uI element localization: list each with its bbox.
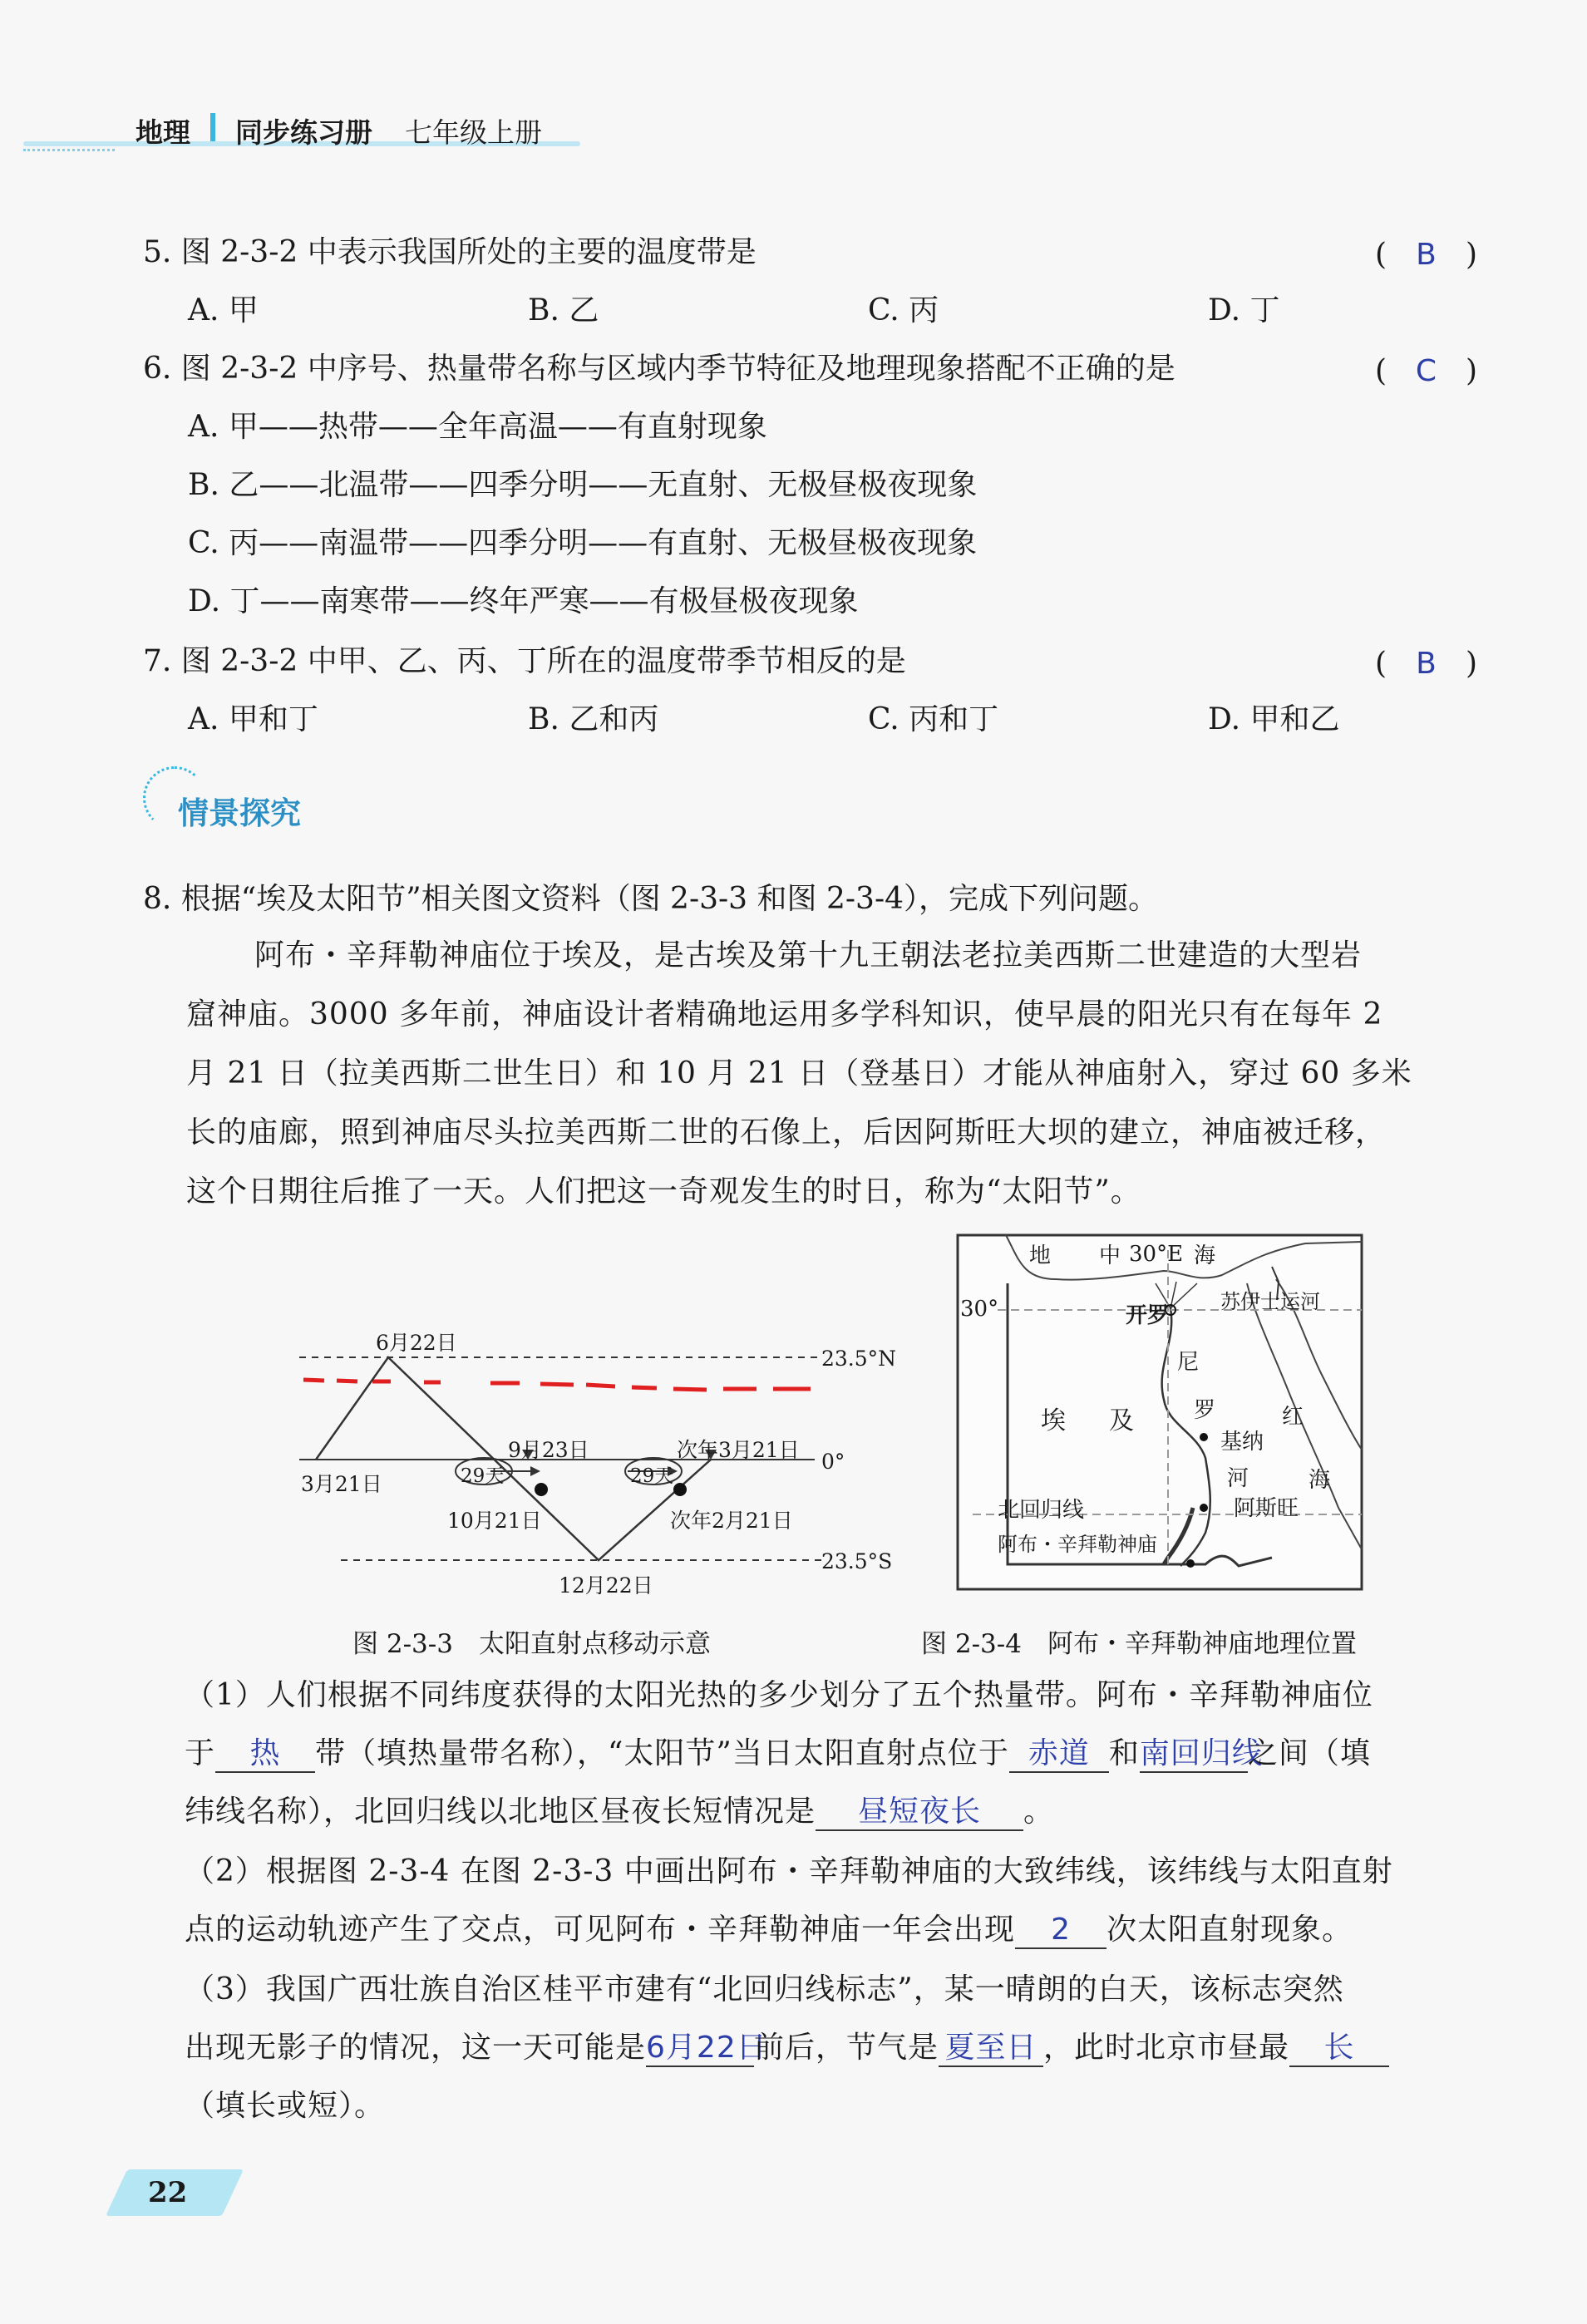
sub1-text: 和	[1108, 1736, 1140, 1770]
label-mar21: 3月21日	[301, 1472, 382, 1496]
q5-option-a: A. 甲	[188, 293, 259, 327]
sub1-text: 纬线名称），北回归线以北地区昼夜长短情况是	[185, 1795, 816, 1829]
q6-answer: C	[1415, 354, 1437, 388]
map-label-sea-2: 中	[1099, 1243, 1121, 1268]
point-feb21	[673, 1483, 687, 1496]
map-label-cairo: 开罗	[1126, 1303, 1170, 1328]
header-subject: 地理	[136, 116, 190, 149]
q8-passage-line: 长的庙廊，照到神庙尽头拉美西斯二世的石像上，后因阿斯旺大坝的建立，神庙被迁移，	[186, 1115, 1387, 1150]
map-label-red-1: 红	[1282, 1405, 1304, 1430]
label-days-1: 29天	[461, 1465, 505, 1487]
header-separator	[210, 113, 215, 141]
arrow-head-oct	[530, 1466, 540, 1476]
map-label-lon: 30°E	[1129, 1242, 1184, 1267]
q7-option-a: A. 甲和丁	[188, 702, 318, 736]
q5-stem: 5. 图 2-3-2 中表示我国所处的主要的温度带是	[143, 235, 757, 269]
q5-answer-bracket: ( B )	[1375, 238, 1477, 272]
sub2-text: 次太阳直射现象。	[1106, 1913, 1353, 1947]
q8-passage-line: 这个日期往后推了一天。人们把这一奇观发生的时日，称为“太阳节”。	[186, 1174, 1141, 1209]
sub1-blank-daylength[interactable]: 昼短夜长	[816, 1794, 1023, 1831]
sub2-line1: （2）根据图 2-3-4 在图 2-3-3 中画出阿布・辛拜勒神庙的大致纬线，该纬线与太阳直射	[185, 1854, 1393, 1888]
sub1-text: 。	[1023, 1795, 1055, 1829]
map-label-egypt-1: 埃	[1041, 1406, 1066, 1435]
map-label-suez: 苏伊士运河	[1220, 1290, 1320, 1313]
section-title: 情景探究	[178, 795, 301, 831]
sub3-blank-date[interactable]: 6月22日	[646, 2030, 754, 2067]
q5-option-c: C. 丙	[868, 293, 939, 327]
sub2-line2	[185, 1900, 1353, 1959]
label-equator: 0°	[821, 1450, 845, 1474]
q5-option-b: B. 乙	[528, 293, 599, 327]
sub1-text: 带（填热量带名称），“太阳节”当日太阳直射点位于	[315, 1736, 1009, 1770]
q6-option-d: D. 丁——南寒带——终年严寒——有极昼极夜现象	[188, 584, 859, 618]
q6-option-b: B. 乙——北温带——四季分明——无直射、无极昼极夜现象	[188, 468, 978, 502]
q8-passage-line: 月 21 日（拉美西斯二世生日）和 10 月 21 日（登基日）才能从神庙射入，穿过 60 多米	[186, 1056, 1412, 1091]
fig1-caption: 图 2-3-3 太阳直射点移动示意	[352, 1629, 711, 1659]
map-label-tropic: 北回归线	[998, 1498, 1085, 1523]
sub1-blank-point-a[interactable]: 赤道	[1009, 1736, 1109, 1773]
q7-option-d: D. 甲和乙	[1208, 702, 1340, 736]
label-sep23: 9月23日	[508, 1438, 589, 1462]
q7-answer-bracket: ( B )	[1375, 647, 1477, 681]
sub1-text: 于	[185, 1736, 216, 1770]
header-book: 同步练习册	[235, 116, 372, 149]
sub1-blank-zone[interactable]: 热	[215, 1736, 315, 1773]
label-next-mar21: 次年3月21日	[677, 1438, 800, 1462]
sub3-text: 出现无影子的情况，这一天可能是	[185, 2031, 647, 2065]
map-label-temple: 阿布・辛拜勒神庙	[998, 1533, 1157, 1556]
q5-option-d: D. 丁	[1208, 293, 1280, 327]
q7-option-b: B. 乙和丙	[528, 702, 659, 736]
label-next-feb21: 次年2月21日	[670, 1509, 793, 1533]
label-tropic-n: 23.5°N	[821, 1347, 897, 1371]
sub3-blank-solar-term[interactable]: 夏至日	[939, 2030, 1043, 2067]
header-accent-dots	[23, 146, 115, 151]
q8-passage-line: 窟神庙。3000 多年前，神庙设计者精确地运用多学科知识，使早晨的阳光只有在每年 2	[186, 997, 1383, 1032]
map-label-aswan: 阿斯旺	[1234, 1496, 1299, 1521]
map-label-red-2: 海	[1309, 1468, 1331, 1493]
sub2-blank-count[interactable]: 2	[1015, 1912, 1106, 1949]
map-label-nile-1: 尼	[1177, 1350, 1200, 1375]
header-grade: 七年级上册	[405, 116, 542, 149]
q8-stem: 8. 根据“埃及太阳节”相关图文资料（图 2-3-3 和图 2-3-4），完成下列问题。	[143, 882, 1159, 916]
label-tropic-s: 23.5°S	[821, 1549, 893, 1573]
map-label-sea-3: 海	[1194, 1243, 1216, 1268]
label-days-2: 29天	[630, 1465, 674, 1487]
q5-answer: B	[1416, 238, 1437, 272]
map-label-nile-3: 河	[1227, 1466, 1249, 1491]
q6-option-c: C. 丙——南温带——四季分明——有直射、无极昼极夜现象	[188, 526, 978, 560]
sub1-line3	[185, 1782, 1054, 1841]
q6-stem: 6. 图 2-3-2 中序号、热量带名称与区域内季节特征及地理现象搭配不正确的是	[143, 352, 1175, 386]
map-label-sea-1: 地	[1029, 1243, 1052, 1268]
sub1-line2	[185, 1724, 1371, 1783]
qena-dot	[1200, 1433, 1208, 1441]
sub2-text: 点的运动轨迹产生了交点，可见阿布・辛拜勒神庙一年会出现	[185, 1913, 1016, 1947]
q8-passage	[186, 926, 1483, 1221]
map-label-nile-2: 罗	[1194, 1398, 1216, 1423]
sub3-line1: （3）我国广西壮族自治区桂平市建有“北回归线标志”，某一晴朗的白天，该标志突然	[185, 1972, 1344, 2006]
label-dec22: 12月22日	[559, 1573, 653, 1598]
map-label-lat30: 30°	[960, 1297, 999, 1322]
sub3-text: 前后，节气是	[754, 2031, 939, 2065]
map-label-qena: 基纳	[1220, 1430, 1264, 1455]
sub1-line1: （1）人们根据不同纬度获得的太阳光热的多少划分了五个热量带。阿布・辛拜勒神庙位	[185, 1678, 1373, 1712]
page-number: 22	[148, 2176, 188, 2209]
q6-option-a: A. 甲——热带——全年高温——有直射现象	[188, 410, 767, 444]
map-label-egypt-2: 及	[1109, 1406, 1134, 1435]
q7-answer: B	[1416, 647, 1437, 681]
q7-option-c: C. 丙和丁	[868, 702, 999, 736]
sub1-blank-point-b[interactable]: 南回归线	[1140, 1736, 1248, 1773]
label-jun22: 6月22日	[376, 1331, 457, 1355]
sub3-line3: （填长或短）。	[185, 2089, 386, 2123]
sub3-blank-length[interactable]: 长	[1289, 2030, 1389, 2067]
aswan-dot	[1200, 1504, 1208, 1512]
fig2-caption: 图 2-3-4 阿布・辛拜勒神庙地理位置	[921, 1629, 1357, 1659]
label-oct21: 10月21日	[447, 1509, 542, 1533]
q7-stem: 7. 图 2-3-2 中甲、乙、丙、丁所在的温度带季节相反的是	[143, 644, 906, 678]
sub3-line2	[185, 2018, 1389, 2077]
sub3-text: ，此时北京市昼最	[1043, 2031, 1290, 2065]
q8-passage-line: 阿布・辛拜勒神庙位于埃及，是古埃及第十九王朝法老拉美西斯二世建造的大型岩	[254, 938, 1363, 972]
point-oct21	[535, 1483, 548, 1496]
q6-answer-bracket: ( C )	[1375, 354, 1477, 388]
drawn-latitude-line	[303, 1380, 811, 1390]
temple-dot	[1186, 1559, 1195, 1568]
sub1-text: 之间（填	[1247, 1736, 1371, 1770]
